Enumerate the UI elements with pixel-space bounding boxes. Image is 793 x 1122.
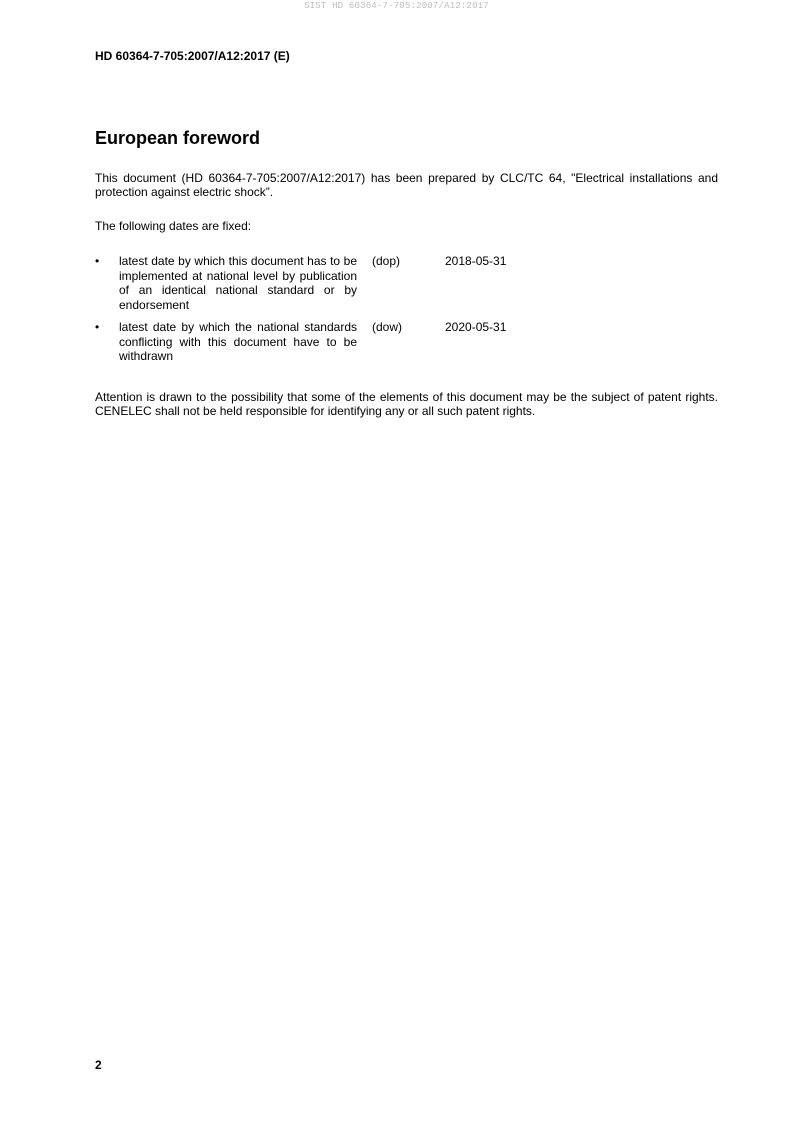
date-value: 2018-05-31 <box>445 254 507 268</box>
attention-paragraph: Attention is drawn to the possibility that some of the elements of this document may be the subject of patent rights. CENELEC shall not be held responsible for identifying any or all such patent rights. <box>95 390 718 418</box>
date-value: 2020-05-31 <box>445 320 507 334</box>
date-description: latest date by which this document has to be implemented at national level by publication of an identical national standard or by endorsement <box>119 254 357 312</box>
date-code: (dow) <box>372 320 403 334</box>
section-title: European foreword <box>95 128 261 148</box>
date-description: latest date by which the national standards conflicting with this document have to be withdrawn <box>119 320 357 363</box>
watermark: SIST HD 60364-7-705:2007/A12:2017 <box>304 1 489 11</box>
bullet-icon: • <box>95 254 100 268</box>
list-item <box>95 320 718 364</box>
intro-paragraph: This document (HD 60364-7-705:2007/A12:2017) has been prepared by CLC/TC 64, "Electrical installations and protection against electric shock”. <box>95 171 718 199</box>
dates-intro: The following dates are fixed: <box>95 219 252 233</box>
dates-list <box>95 254 718 364</box>
page-number: 2 <box>95 1058 102 1072</box>
document-id-header: HD 60364-7-705:2007/A12:2017 (E) <box>95 49 290 63</box>
date-code: (dop) <box>372 254 401 268</box>
bullet-icon: • <box>95 320 100 334</box>
list-item <box>95 254 718 312</box>
